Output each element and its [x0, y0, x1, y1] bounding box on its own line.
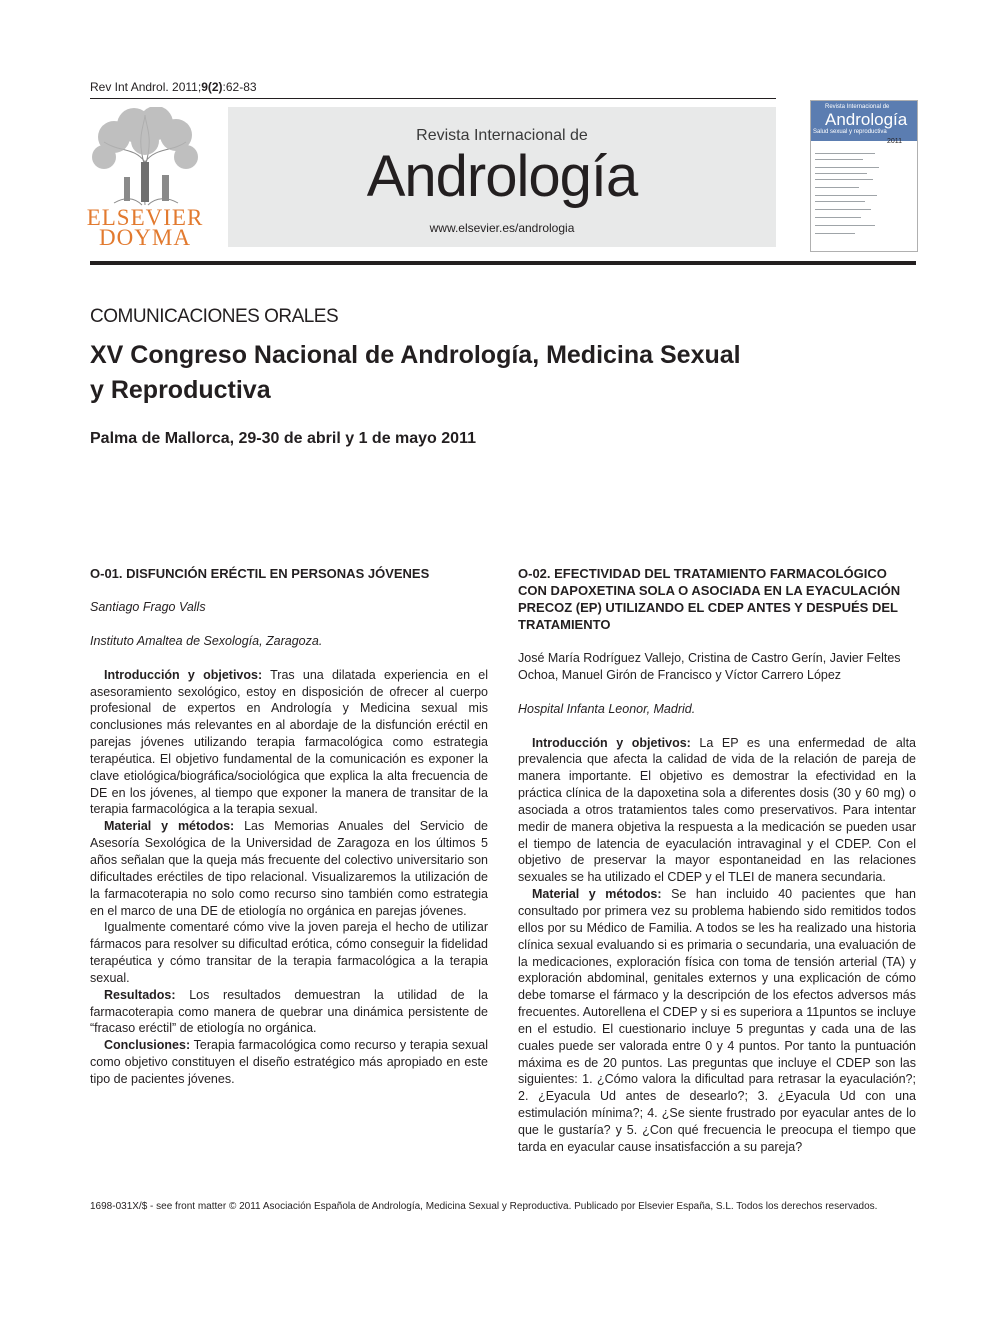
article-title: O-02. EFECTIVIDAD DEL TRATAMIENTO FARMACOLÓGICO CON DAPOXETINA SOLA O ASOCIADA EN LA EYACULACIÓN PRECOZ (EP) UTILIZANDO EL CDEP ANTES Y DESPUÉS DEL TRATAMIENTO	[518, 566, 901, 632]
article-column-right	[518, 565, 916, 1156]
paragraph-text: La EP es una enfermedad de alta prevalencia que afecta la calidad de vida de la relación de pareja de manera importante. El objetivo es demostrar la efectividad en la práctica clínica de la dapoxetina sola a diferentes dosis (30 y 60 mg) o asociada a otros tratamientos tales como preservativos. Para intentar medir de manera objetiva la respuesta a la medicación se pueden usar el tiempo de latencia de eyaculación intravaginal y el CDEP. Con el objetivo de preservar la mayor espontaneidad en las relaciones sexuales se ha utilizado el CDEP y el TLEI de manera secundaria.	[518, 735, 916, 885]
article-title: O-01. DISFUNCIÓN ERÉCTIL EN PERSONAS JÓVENES	[90, 566, 430, 581]
paragraph-text: Tras una dilatada experiencia en el asesoramiento sexológico, estoy en disposición de ofrecer al cuerpo profesional de expertos en Andrología y Medicina sexual mis conclusiones más relevantes en al abordaje de la disfunción eréctil en parejas jóvenes utilizando terapia farmacológica como estrategia terapéutica. El objetivo fundamental de la comunicación es exponer la clave etiológica/biográfica/sociológica que explica la alta frecuencia de DE en los jóvenes, al tiempo que exponer la manera de transitar de la terapia farmacológica a la terapia sexual.	[90, 667, 488, 817]
header-rule-thin	[90, 98, 776, 99]
journal-title: Andrología	[366, 144, 638, 209]
publisher-name-line2: DOYMA	[99, 225, 191, 250]
paragraph-text: Las Memorias Anuales del Servicio de Asesoría Sexológica de la Universidad de Zaragoza en los últimos 5 años señalan que la queja más frecuente del colectivo universitario son dificultades eréctiles de tipo relacional. Visualizaremos la utilización de la farmacoterapia no solo como recurso sino también como estrategia en el marco de una DE de etiología no orgánica en parejas jóvenes.	[90, 819, 489, 918]
header-rule-thick	[90, 261, 916, 265]
citation-volume: 9(2)	[201, 80, 223, 94]
journal-cover-thumbnail	[810, 100, 918, 252]
cover-year: 2011	[887, 138, 903, 145]
article-affiliation: Instituto Amaltea de Sexología, Zaragoza.	[90, 633, 323, 648]
abstract-paragraph	[90, 667, 488, 819]
journal-url: www.elsevier.es/andrologia	[429, 221, 575, 235]
publisher-name-line1: ELSEVIER	[86, 205, 204, 230]
paragraph-text: Se han incluido 40 pacientes que han consultado por primera vez su problema habiendo sido remitidos todos ellos por su Médico de Familia. A todos se les ha realizado una historia clínica sexual evaluando si es primaria o secundaria, una evaluación de la medicaciones, exploración física con toma de tensión arterial (TA) y exploración abdominal, genitales externos y una explicación de cómo debe tomarse el fármaco y la descripción de los efectos adversos más frecuentes. Autorellena el CDEP y si es superiora a 11puntos se incluye en el estudio. El cuestionario incluye 5 preguntas y cada una de las cuales puede ser valorada entre 0 y 4 puntos. Por tanto la puntuación máxima es de 20 puntos. Las preguntas que incluye el CDEP son las siguientes: 1. ¿Cómo valora la dificultad para retrasar la eyaculación?; 2. ¿Eyacula Ud antes de desearlo?; 3. ¿Eyacula Ud con una estimulación mínima?; 4. ¿Se siente frustrado por eyacular antes de lo que le gustaría? y 5. ¿Con qué frecuencia le preocupa el tiempo que tarda en eyacular cause insatisfacción a su pareja?	[518, 887, 916, 1154]
paragraph-lead: Introducción y objetivos:	[104, 667, 263, 682]
cover-title-small: Revista Internacional de	[825, 104, 890, 110]
copyright-footer: 1698-031X/$ - see front matter © 2011 Asociación Española de Andrología, Medicina Sexual y Reproductiva. Publicado por Elsevier España, S.L. Todos los derechos reservados.	[90, 1201, 878, 1212]
paragraph-lead: Conclusiones:	[104, 1038, 191, 1053]
abstract-paragraph	[90, 1037, 488, 1088]
article-authors: Santiago Frago Valls	[90, 600, 206, 614]
cover-title: Andrología	[825, 110, 908, 129]
cover-banner	[811, 101, 917, 141]
article-column-left	[90, 565, 488, 1088]
journal-banner	[228, 107, 776, 247]
tree-emblem-icon	[84, 107, 206, 207]
abstract-paragraph	[90, 818, 488, 919]
abstract-paragraph	[518, 886, 916, 1156]
citation-pages: :62-83	[222, 80, 257, 94]
paragraph-lead: Material y métodos:	[104, 819, 235, 834]
congress-title-line2: y Reproductiva	[90, 376, 271, 404]
section-label: COMUNICACIONES ORALES	[90, 306, 339, 327]
abstract-paragraph	[90, 919, 488, 986]
article-body	[518, 735, 916, 1156]
citation-journal: Rev Int Androl. 2011;	[90, 80, 202, 94]
paragraph-lead: Introducción y objetivos:	[532, 735, 691, 750]
paragraph-lead: Resultados:	[104, 987, 176, 1002]
journal-citation	[90, 80, 257, 94]
abstract-paragraph	[518, 735, 916, 887]
paragraph-text: Igualmente comentaré cómo vive la joven pareja el hecho de utilizar fármacos para resolver su dificultad erótica, cómo conseguir la fidelidad terapéutica y cómo transitar de la terapia farmacológica a la terapia sexual.	[90, 920, 488, 985]
paragraph-text: Terapia farmacológica como recurso y terapia sexual como objetivo constituyen el diseño estratégico más apropiado en este tipo de pacientes jóvenes.	[90, 1038, 488, 1086]
article-body	[90, 667, 488, 1088]
publisher-logo	[84, 107, 206, 249]
article-authors: José María Rodríguez Vallejo, Cristina de Castro Gerín, Javier Feltes Ochoa, Manuel Girón de Francisco y Víctor Carrero López	[518, 651, 901, 682]
cover-subtitle: Salud sexual y reproductiva	[813, 129, 887, 135]
journal-subtitle: Revista Internacional de	[416, 127, 588, 144]
paragraph-text: Los resultados demuestran la utilidad de la farmacoterapia como manera de quebrar una dinámica persistente de “fracaso eréctil” de etiología no orgánica.	[90, 987, 488, 1036]
paragraph-lead: Material y métodos:	[532, 887, 662, 902]
article-affiliation: Hospital Infanta Leonor, Madrid.	[518, 701, 696, 716]
congress-title	[90, 338, 810, 408]
congress-title-line1: XV Congreso Nacional de Andrología, Medicina Sexual	[90, 341, 741, 369]
congress-location: Palma de Mallorca, 29-30 de abril y 1 de mayo 2011	[90, 430, 476, 447]
abstract-paragraph	[90, 987, 488, 1038]
